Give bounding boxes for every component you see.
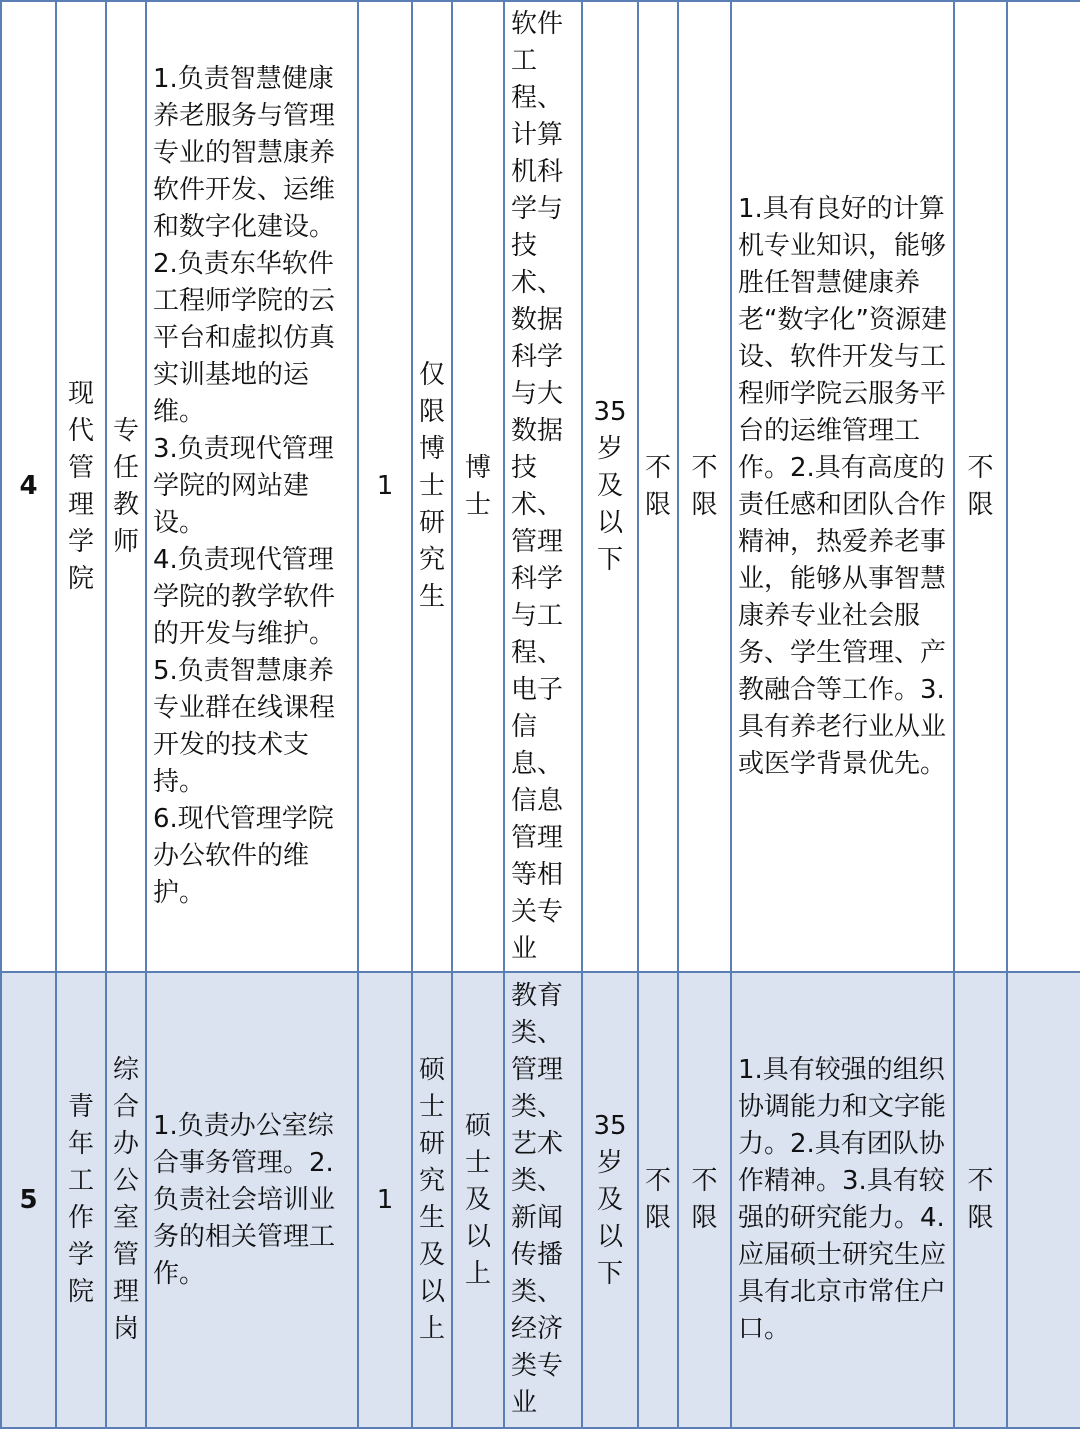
age-text: 35岁及以下 — [593, 1110, 627, 1289]
age-cell — [582, 1, 638, 972]
department-cell — [56, 1, 106, 972]
unrestricted-text: 不限 — [645, 452, 672, 520]
empty-cell — [1007, 1, 1080, 972]
position-text: 专任教师 — [113, 415, 140, 557]
unrestricted-cell-b — [678, 1, 731, 972]
education-cell — [412, 1, 452, 972]
position-cell — [106, 1, 146, 972]
education-cell — [412, 972, 452, 1428]
unrestricted-cell-a — [638, 972, 678, 1428]
education-text: 硕士研究生及以上 — [419, 1055, 446, 1344]
table-row — [1, 972, 1080, 1428]
unrestricted-cell-b — [678, 972, 731, 1428]
unrestricted-cell-c — [954, 972, 1007, 1428]
degree-text: 博士 — [464, 452, 491, 520]
row-index: 4 — [1, 1, 56, 972]
duty-item: 2.负责东华软件工程师学院的云平台和虚拟仿真实训基地的运维。 — [153, 249, 336, 427]
education-text: 仅限博士研究生 — [419, 360, 446, 612]
department-text: 现代管理学院 — [67, 378, 94, 594]
duty-item: 6.现代管理学院办公软件的维护。 — [153, 804, 334, 908]
duty-item: 1.负责办公室综合事务管理。2.负责社会培训业务的相关管理工作。 — [153, 1110, 336, 1289]
degree-text: 硕士及以上 — [464, 1110, 491, 1289]
requirements-cell — [731, 1, 954, 972]
unrestricted-text: 不限 — [967, 1166, 994, 1233]
requirements-cell — [731, 972, 954, 1428]
requirements-text: 1.具有良好的计算机专业知识，能够胜任智慧健康养老“数字化”资源建设、软件开发与工程师学院云服务平台的运维管理工作。2.具有高度的责任感和团队合作精神，热爱养老事业，能够从事智慧康养专业社会服务、学生管理、产教融合等工作。3.具有养老行业从业或医学背景优先。 — [738, 193, 947, 779]
age-cell — [582, 972, 638, 1428]
unrestricted-text: 不限 — [967, 452, 994, 520]
headcount-cell: 1 — [358, 1, 412, 972]
duty-item: 4.负责现代管理学院的教学软件的开发与维护。 — [153, 545, 336, 649]
unrestricted-text: 不限 — [645, 1166, 672, 1233]
degree-cell — [452, 972, 504, 1428]
major-text: 软件工程、计算机科学与技术、数据科学与大数据技术、管理科学与工程、电子信息、信息管理等相关专业 — [511, 8, 564, 964]
duty-item: 3.负责现代管理学院的网站建设。 — [153, 434, 334, 538]
duties-cell — [146, 972, 358, 1428]
unrestricted-cell-c — [954, 1, 1007, 972]
empty-cell — [1007, 972, 1080, 1428]
table-row — [1, 1, 1080, 972]
requirements-text: 1.具有较强的组织协调能力和文字能力。2.具有团队协作精神。3.具有较强的研究能力。4.应届硕士研究生应具有北京市常住户口。 — [738, 1055, 947, 1344]
unrestricted-text: 不限 — [691, 452, 718, 520]
position-cell — [106, 972, 146, 1428]
major-cell — [504, 1, 582, 972]
headcount-cell: 1 — [358, 972, 412, 1428]
major-cell — [504, 972, 582, 1428]
row-index: 5 — [1, 972, 56, 1428]
unrestricted-text: 不限 — [691, 1166, 718, 1233]
duty-item: 1.负责智慧健康养老服务与管理专业的智慧康养软件开发、运维和数字化建设。 — [153, 64, 336, 242]
position-text: 综合办公室管理岗 — [113, 1055, 140, 1344]
department-cell — [56, 972, 106, 1428]
major-text: 教育类、管理类、艺术类、新闻传播类、经济类专业 — [511, 981, 564, 1418]
age-text: 35岁及以下 — [593, 397, 627, 575]
department-text: 青年工作学院 — [67, 1092, 94, 1307]
duties-cell — [146, 1, 358, 972]
unrestricted-cell-a — [638, 1, 678, 972]
duty-item: 5.负责智慧康养专业群在线课程开发的技术支持。 — [153, 656, 336, 797]
degree-cell — [452, 1, 504, 972]
